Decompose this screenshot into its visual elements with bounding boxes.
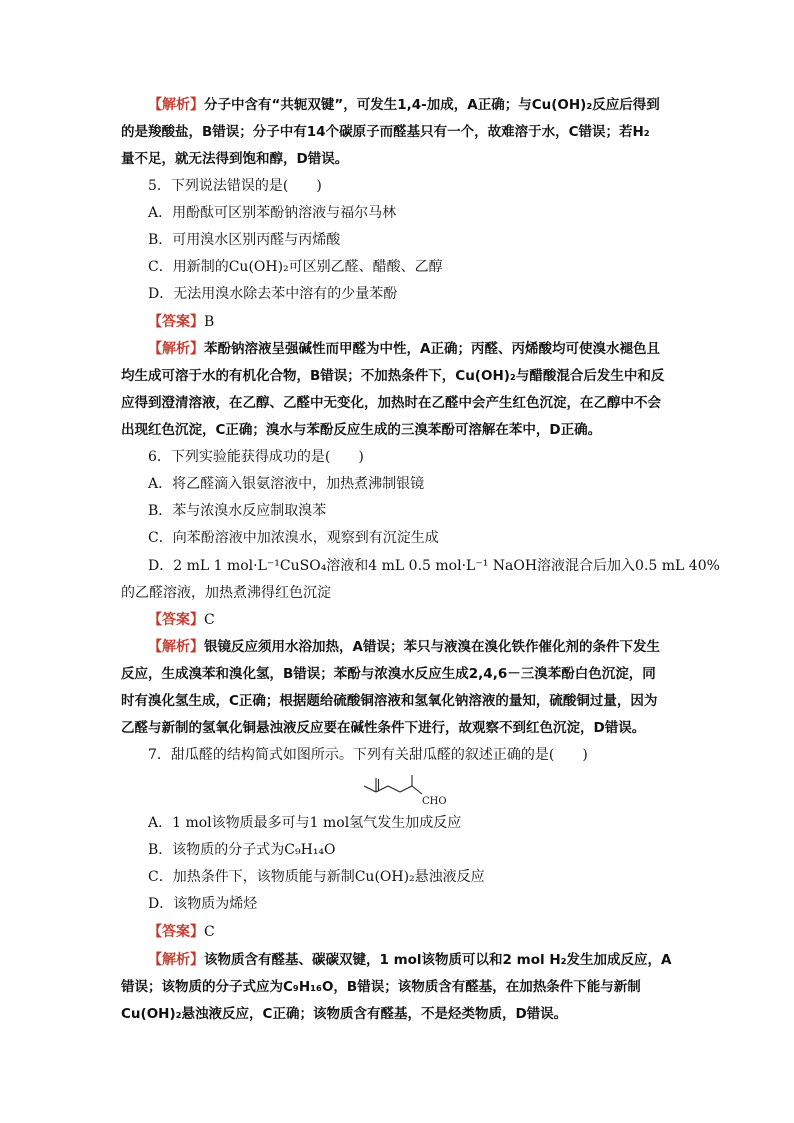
q6-answer: 【答案】C <box>148 612 215 628</box>
q7-option-b: B．该物质的分子式为C₉H₁₄O <box>148 842 336 858</box>
q5-option-b: B．可用溴水区别丙醛与丙烯酸 <box>148 232 341 248</box>
q6-analysis-line-4: 乙醛与新制的氢氧化铜悬浊液反应要在碱性条件下进行，故观察不到红色沉淀，D错误。 <box>121 720 646 736</box>
q5-option-a: A．用酚酞可区别苯酚钠溶液与福尔马林 <box>148 205 397 221</box>
cho-label: CHO <box>422 796 447 807</box>
q5-analysis-line-4: 出现红色沉淀，C正确；溴水与苯酚反应生成的三溴苯酚可溶解在苯中，D正确。 <box>121 422 602 438</box>
q7-analysis-line-3: Cu(OH)₂悬浊液反应，C正确；该物质含有醛基，不是烃类物质，D错误。 <box>121 1006 568 1022</box>
q7-option-d: D．该物质为烯烃 <box>148 896 258 912</box>
q5-analysis-line-3: 应得到澄清溶液，在乙醇、乙醛中无变化，加热时在乙醛中会产生红色沉淀，在乙醇中不会 <box>121 395 661 411</box>
q7-analysis-line-1: 【解析】该物质含有醛基、碳碳双键，1 mol该物质可以和2 mol H₂发生加成反应，A <box>148 952 672 968</box>
q6-option-d: D．2 mL 1 mol·L⁻¹CuSO₄溶液和4 mL 0.5 mol·L⁻¹ NaOH溶液混合后加入0.5 mL 40% <box>148 558 720 574</box>
q5-option-c: C．用新制的Cu(OH)₂可区别乙醛、醋酸、乙醇 <box>148 259 443 275</box>
q6-option-d-cont: 的乙醛溶液，加热煮沸得红色沉淀 <box>121 585 331 601</box>
q7-stem: 7．甜瓜醛的结构简式如图所示。下列有关甜瓜醛的叙述正确的是( ) <box>148 747 588 763</box>
q5-option-d: D．无法用溴水除去苯中溶有的少量苯酚 <box>148 286 398 302</box>
q6-option-c: C．向苯酚溶液中加浓溴水，观察到有沉淀生成 <box>148 530 439 546</box>
q4-analysis-line-3: 量不足，就无法得到饱和醇，D错误。 <box>121 151 349 167</box>
q7-analysis-line-2: 错误；该物质的分子式应为C₉H₁₆O，B错误；该物质含有醛基，在加热条件下能与新制 <box>121 979 641 995</box>
q6-analysis-line-3: 时有溴化氢生成，C正确；根据题给硫酸铜溶液和氢氧化钠溶液的量知，硫酸铜过量，因为 <box>121 693 658 709</box>
q4-analysis-line-2: 的是羧酸盐，B错误；分子中有14个碳原子而醛基只有一个，故难溶于水，C错误；若H₂ <box>121 124 650 140</box>
q6-option-b: B．苯与浓溴水反应制取溴苯 <box>148 503 327 519</box>
q4-analysis-line-1: 【解析】分子中含有“共轭双键”，可发生1,4-加成，A正确；与Cu(OH)₂反应后得到 <box>148 97 660 113</box>
q5-analysis-line-2: 均生成可溶于水的有机化合物，B错误；不加热条件下，Cu(OH)₂与醋酸混合后发生中和反 <box>121 368 665 384</box>
q6-analysis-line-2: 反应，生成溴苯和溴化氢，B错误；苯酚与浓溴水反应生成2,4,6－三溴苯酚白色沉淀，同 <box>121 666 656 682</box>
q7-option-a: A．1 mol该物质最多可与1 mol氢气发生加成反应 <box>148 815 462 831</box>
q5-analysis-line-1: 【解析】苯酚钠溶液呈强碱性而甲醛为中性，A正确；丙醛、丙烯酸均可使溴水褪色且 <box>148 341 660 357</box>
q5-stem: 5．下列说法错误的是( ) <box>148 178 322 194</box>
q7-option-c: C．加热条件下，该物质能与新制Cu(OH)₂悬浊液反应 <box>148 869 485 885</box>
q6-analysis-line-1: 【解析】银镜反应须用水浴加热，A错误；苯只与液溴在溴化铁作催化剂的条件下发生 <box>148 639 660 655</box>
q5-answer: 【答案】B <box>148 314 215 330</box>
q7-answer: 【答案】C <box>148 924 215 940</box>
analysis-tag: 【解析】 <box>148 97 204 113</box>
q6-option-a: A．将乙醛滴入银氨溶液中，加热煮沸制银镜 <box>148 476 425 492</box>
q6-stem: 6．下列实验能获得成功的是( ) <box>148 449 364 465</box>
melonal-structure-diagram <box>362 772 462 812</box>
